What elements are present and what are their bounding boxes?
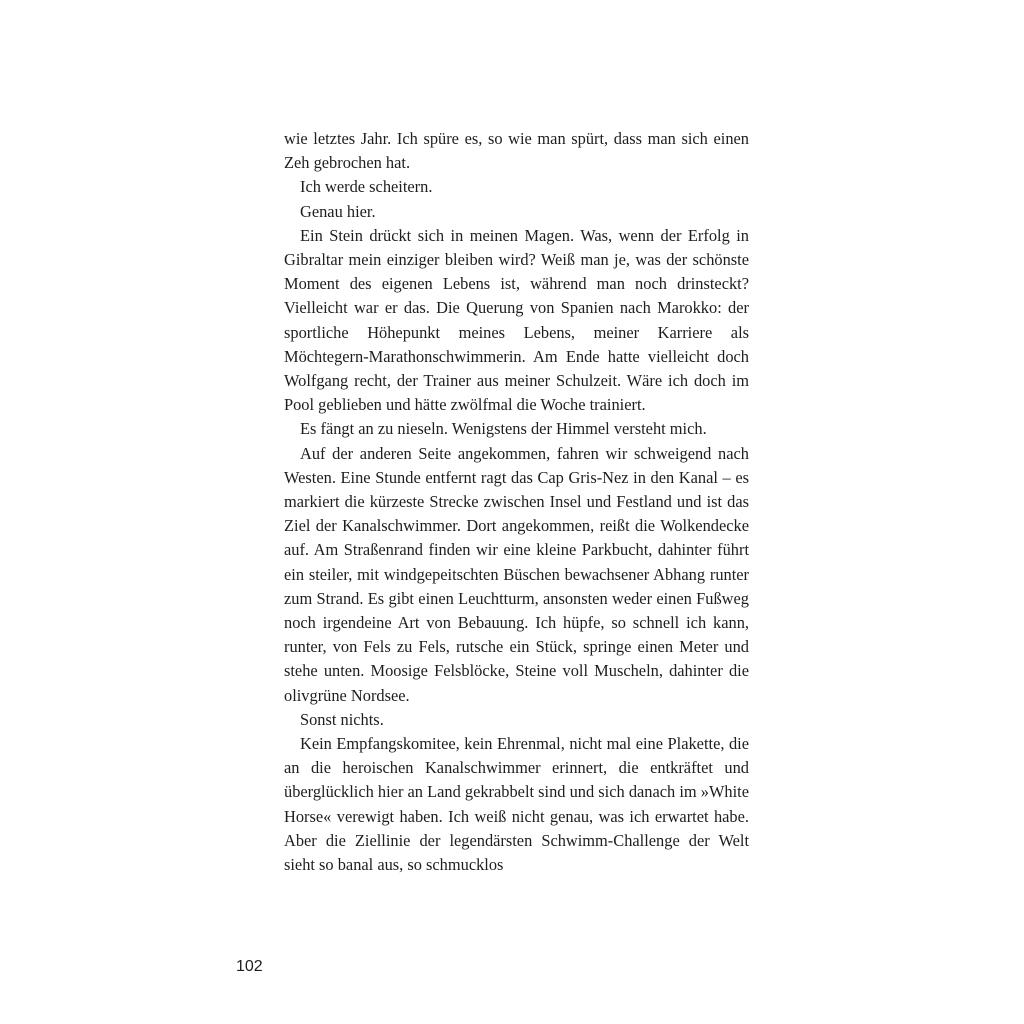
paragraph: Ein Stein drückt sich in meinen Magen. Was, wenn der Erfolg in Gibraltar mein einziger bleiben wird? Weiß man je, was der schönste Moment des eigenen Lebens ist, während man noch drinsteckt? Vielleicht war er das. Die Querung von Spanien nach Marokko: der sportliche Höhepunkt meines Lebens, meiner Karriere als Möchtegern-Marathonschwimmerin. Am Ende hatte vielleicht doch Wolfgang recht, der Trainer aus meiner Schulzeit. Wäre ich doch im Pool geblieben und hätte zwölfmal die Woche trainiert. — [284, 225, 749, 415]
paragraph: Es fängt an zu nieseln. Wenigstens der Himmel versteht mich. — [300, 419, 707, 439]
paragraph-continuation: wie letztes Jahr. Ich spüre es, so wie man spürt, dass man sich einen Zeh gebrochen hat. — [284, 129, 749, 173]
paragraph: Ich werde scheitern. — [300, 177, 433, 197]
page-number: 102 — [236, 958, 263, 975]
paragraph: Kein Empfangskomitee, kein Ehrenmal, nicht mal eine Plakette, die an die heroischen Kanalschwimmer erinnert, die entkräftet und überglücklich hier an Land gekrabbelt sind und sich danach im »White Horse« verewigt haben. Ich weiß nicht genau, was ich erwartet habe. Aber die Ziellinie der legendärsten Schwimm-Challenge der Welt sieht so banal aus, so schmucklos — [284, 734, 749, 875]
paragraph: Sonst nichts. — [300, 709, 384, 729]
body-text — [284, 127, 749, 877]
paragraph: Genau hier. — [300, 201, 376, 221]
paragraph: Auf der anderen Seite angekommen, fahren wir schweigend nach Westen. Eine Stunde entfernt ragt das Cap Gris-Nez in den Kanal – es markiert die kürzeste Strecke zwischen Insel und Festland und ist das Ziel der Kanalschwimmer. Dort angekommen, reißt die Wolkendecke auf. Am Straßenrand finden wir eine kleine Parkbucht, dahinter führt ein steiler, mit windgepeitschten Büschen bewachsener Abhang runter zum Strand. Es gibt einen Leuchtturm, ansonsten weder einen Fußweg noch irgendeine Art von Bebauung. Ich hüpfe, so schnell ich kann, runter, von Fels zu Fels, rutsche ein Stück, springe einen Meter und stehe unten. Moosige Felsblöcke, Steine voll Muscheln, dahinter die olivgrüne Nordsee. — [284, 443, 749, 705]
